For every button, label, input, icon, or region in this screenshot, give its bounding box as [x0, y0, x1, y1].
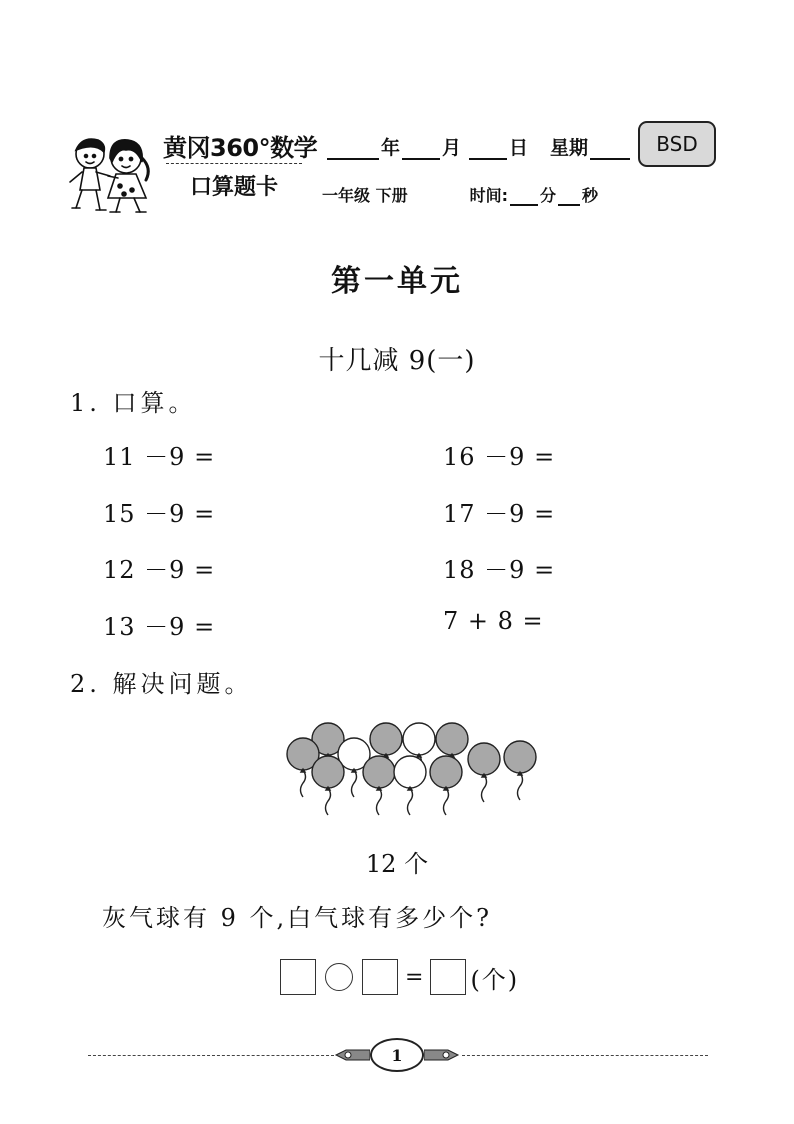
- month-label: 月: [442, 137, 462, 159]
- gray-balloon: [468, 743, 500, 775]
- brand-title: 黄冈360°数学: [163, 134, 318, 162]
- minute-label: 分: [539, 186, 556, 205]
- balloon-string: [377, 788, 382, 815]
- gray-balloon: [363, 756, 395, 788]
- footer-ornament-left: [334, 1048, 370, 1062]
- balloon-total: 12 个: [365, 850, 429, 878]
- balloon-string: [444, 788, 449, 815]
- page-number: 1: [370, 1038, 424, 1072]
- answer-box-result[interactable]: [430, 959, 466, 995]
- exercise-left-1: 11 －9 =: [103, 443, 216, 471]
- exercise-left-2: 15 －9 =: [103, 500, 216, 528]
- second-blank[interactable]: [558, 188, 580, 206]
- meta-row: [322, 183, 598, 206]
- white-balloon: [394, 756, 426, 788]
- balloon-illustration: [280, 712, 550, 822]
- balloon-string: [408, 788, 413, 815]
- time-label: 时间:: [469, 186, 508, 205]
- year-blank[interactable]: [327, 138, 379, 160]
- section-2-heading: 2. 解决问题。: [70, 670, 253, 698]
- children-illustration: [62, 128, 158, 218]
- lesson-title: 十几减 9(一): [318, 346, 476, 376]
- section-1-heading: 1. 口算。: [70, 389, 197, 417]
- balloon-string: [352, 770, 357, 797]
- gray-balloon: [504, 741, 536, 773]
- gray-balloon: [370, 723, 402, 755]
- unit-label: (个): [470, 965, 520, 994]
- gray-balloon: [430, 756, 462, 788]
- minute-blank[interactable]: [510, 188, 538, 206]
- answer-box-2[interactable]: [362, 959, 398, 995]
- brand-divider: [166, 163, 302, 164]
- unit-title: 第一单元: [331, 264, 463, 299]
- date-row: [325, 133, 632, 160]
- grade-label: 一年级 下册: [322, 186, 408, 205]
- exercise-right-4: 7 + 8 =: [443, 607, 544, 635]
- month-blank[interactable]: [402, 138, 440, 160]
- day-label: 日: [509, 137, 529, 159]
- white-balloon: [403, 723, 435, 755]
- edition-badge: BSD: [638, 121, 716, 167]
- card-label: 口算题卡: [190, 175, 279, 200]
- day-blank[interactable]: [469, 138, 507, 160]
- year-label: 年: [381, 137, 401, 159]
- exercise-right-1: 16 －9 =: [443, 443, 556, 471]
- exercise-right-3: 18 －9 =: [443, 556, 556, 584]
- balloon-string: [482, 775, 487, 802]
- footer-ornament-right: [424, 1048, 460, 1062]
- second-label: 秒: [582, 186, 599, 205]
- footer-rule-left: [88, 1055, 334, 1056]
- exercise-left-3: 12 －9 =: [103, 556, 216, 584]
- weekday-blank[interactable]: [590, 138, 630, 160]
- operator-circle[interactable]: [325, 963, 353, 991]
- weekday-label: 星期: [550, 137, 589, 159]
- exercise-right-2: 17 －9 =: [443, 500, 556, 528]
- equals-sign: =: [405, 964, 424, 990]
- balloon-string: [326, 788, 331, 815]
- answer-box-1[interactable]: [280, 959, 316, 995]
- word-problem-question: 灰气球有 9 个,白气球有多少个?: [102, 904, 493, 932]
- answer-equation: [280, 958, 519, 996]
- exercise-left-4: 13 －9 =: [103, 613, 216, 641]
- gray-balloon: [312, 756, 344, 788]
- balloon-string: [301, 770, 306, 797]
- balloon-string: [518, 773, 523, 800]
- gray-balloon: [436, 723, 468, 755]
- footer-rule-right: [462, 1055, 708, 1056]
